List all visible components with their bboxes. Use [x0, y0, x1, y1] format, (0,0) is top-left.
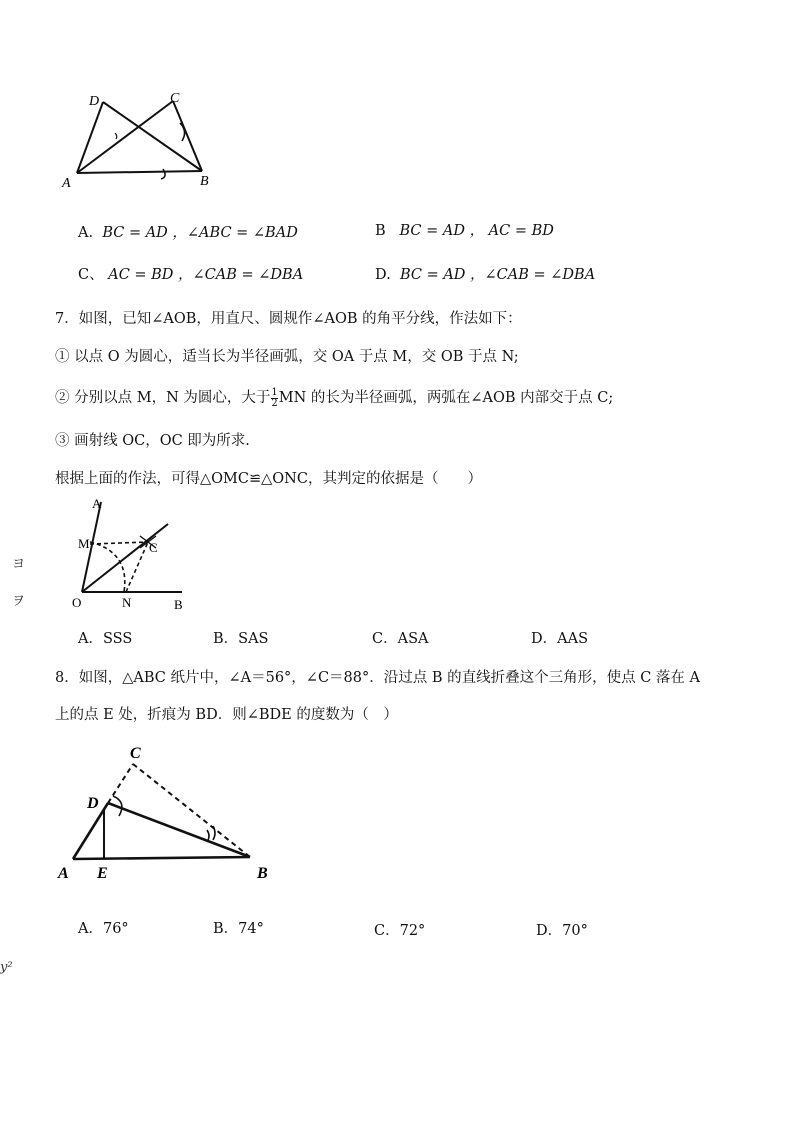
q8-option-a-letter: A．	[78, 921, 103, 937]
q8-stem-line1: 8．如图，△ABC 纸片中，∠A＝56°，∠C＝88°．沿过点 B 的直线折叠这个三角形，使点 C 落在 A	[55, 670, 701, 686]
q7-option-b-letter: B．	[213, 631, 239, 647]
q6-option-a-text: BC = AD ，∠ABC = ∠BAD	[102, 225, 298, 241]
q7-option-a-text: SSS	[102, 631, 133, 647]
q6-option-c-letter: C、	[78, 267, 104, 283]
q8-label-e: E	[97, 865, 108, 882]
q7-option-c-letter: C．	[372, 631, 398, 647]
q7-option-c	[372, 627, 429, 648]
q6-label-c: C	[170, 91, 180, 106]
margin-mark-3: y²	[0, 960, 13, 975]
q8-stem-line2: 上的点 E 处，折痕为 BD．则∠BDE 的度数为（ ）	[55, 707, 398, 723]
q7-stem: 7．如图，已知∠AOB，用直尺、圆规作∠AOB 的角平分线，作法如下：	[55, 311, 522, 327]
q6-label-b: B	[200, 174, 209, 189]
q6-option-d-letter: D.	[375, 267, 391, 283]
q7-step2-fraction	[271, 388, 277, 409]
q6-option-a-letter: A.	[78, 225, 94, 241]
q7-option-a	[78, 627, 132, 648]
q7-label-c: C	[149, 540, 158, 555]
q6-option-c-text: AC = BD ，∠CAB = ∠DBA	[108, 267, 304, 283]
q7-option-b	[213, 627, 269, 648]
q7-step3: ③ 画射线 OC，OC 即为所求.	[55, 433, 250, 449]
q6-option-a	[78, 221, 298, 242]
q8-label-c: C	[130, 745, 141, 762]
q7-option-d-text: AAS	[557, 631, 589, 647]
q7-figure	[68, 492, 198, 614]
q7-step2	[55, 386, 613, 409]
q8-option-c-text: 72°	[399, 923, 426, 939]
margin-mark-2: ヲ	[12, 594, 26, 609]
q7-question: 根据上面的作法，可得△OMC≌△ONC，其判定的依据是（ ）	[55, 471, 482, 487]
q7-option-d-letter: D．	[531, 631, 558, 647]
q8-option-d-letter: D．	[536, 923, 563, 939]
q8-option-b-letter: B．	[213, 921, 239, 937]
q8-option-c-letter: C．	[374, 923, 400, 939]
q7-option-b-text: SAS	[238, 631, 269, 647]
q7-option-c-text: ASA	[397, 631, 429, 647]
q7-option-d	[531, 627, 588, 648]
q8-option-b-text: 74°	[238, 921, 264, 937]
q7-label-a: A	[92, 496, 102, 511]
q8-figure	[55, 738, 285, 886]
q8-option-d-text: 70°	[562, 923, 588, 939]
q8-option-c	[374, 919, 425, 940]
q7-option-a-letter: A．	[78, 631, 103, 647]
q8-option-a-text: 76°	[102, 921, 129, 937]
q6-label-d: D	[89, 94, 100, 109]
q8-label-d: D	[87, 795, 99, 812]
q7-step2-suffix: MN 的长为半径画弧，两弧在∠AOB 内部交于点 C;	[278, 390, 614, 406]
q7-fraction-denominator: 2	[271, 397, 278, 409]
q7-step1: ① 以点 O 为圆心，适当长为半径画弧，交 OA 于点 M，交 OB 于点 N;	[55, 349, 519, 365]
q8-option-a	[78, 917, 129, 938]
q8-option-b	[213, 917, 264, 938]
margin-mark-1: ヨ	[12, 557, 26, 572]
q7-label-m: M	[78, 536, 90, 551]
q6-option-b	[375, 219, 554, 240]
q6-figure	[55, 85, 225, 195]
q7-label-o: O	[72, 595, 82, 610]
q6-option-b-letter: B	[375, 223, 386, 239]
q6-option-d	[375, 263, 595, 284]
q7-label-n: N	[122, 595, 132, 610]
q7-label-b: B	[174, 597, 183, 612]
q8-option-d	[536, 919, 588, 940]
q6-option-b-text: BC = AD ， AC = BD	[399, 223, 554, 239]
q7-fraction-numerator: 1	[271, 386, 278, 398]
q7-step2-prefix: ② 分别以点 M，N 为圆心，大于	[55, 390, 271, 406]
q8-label-b: B	[257, 865, 268, 882]
q8-label-a: A	[58, 865, 69, 882]
q6-option-d-text: BC = AD ，∠CAB = ∠DBA	[399, 267, 596, 283]
q6-option-c	[78, 263, 303, 284]
q6-label-a: A	[62, 176, 71, 191]
